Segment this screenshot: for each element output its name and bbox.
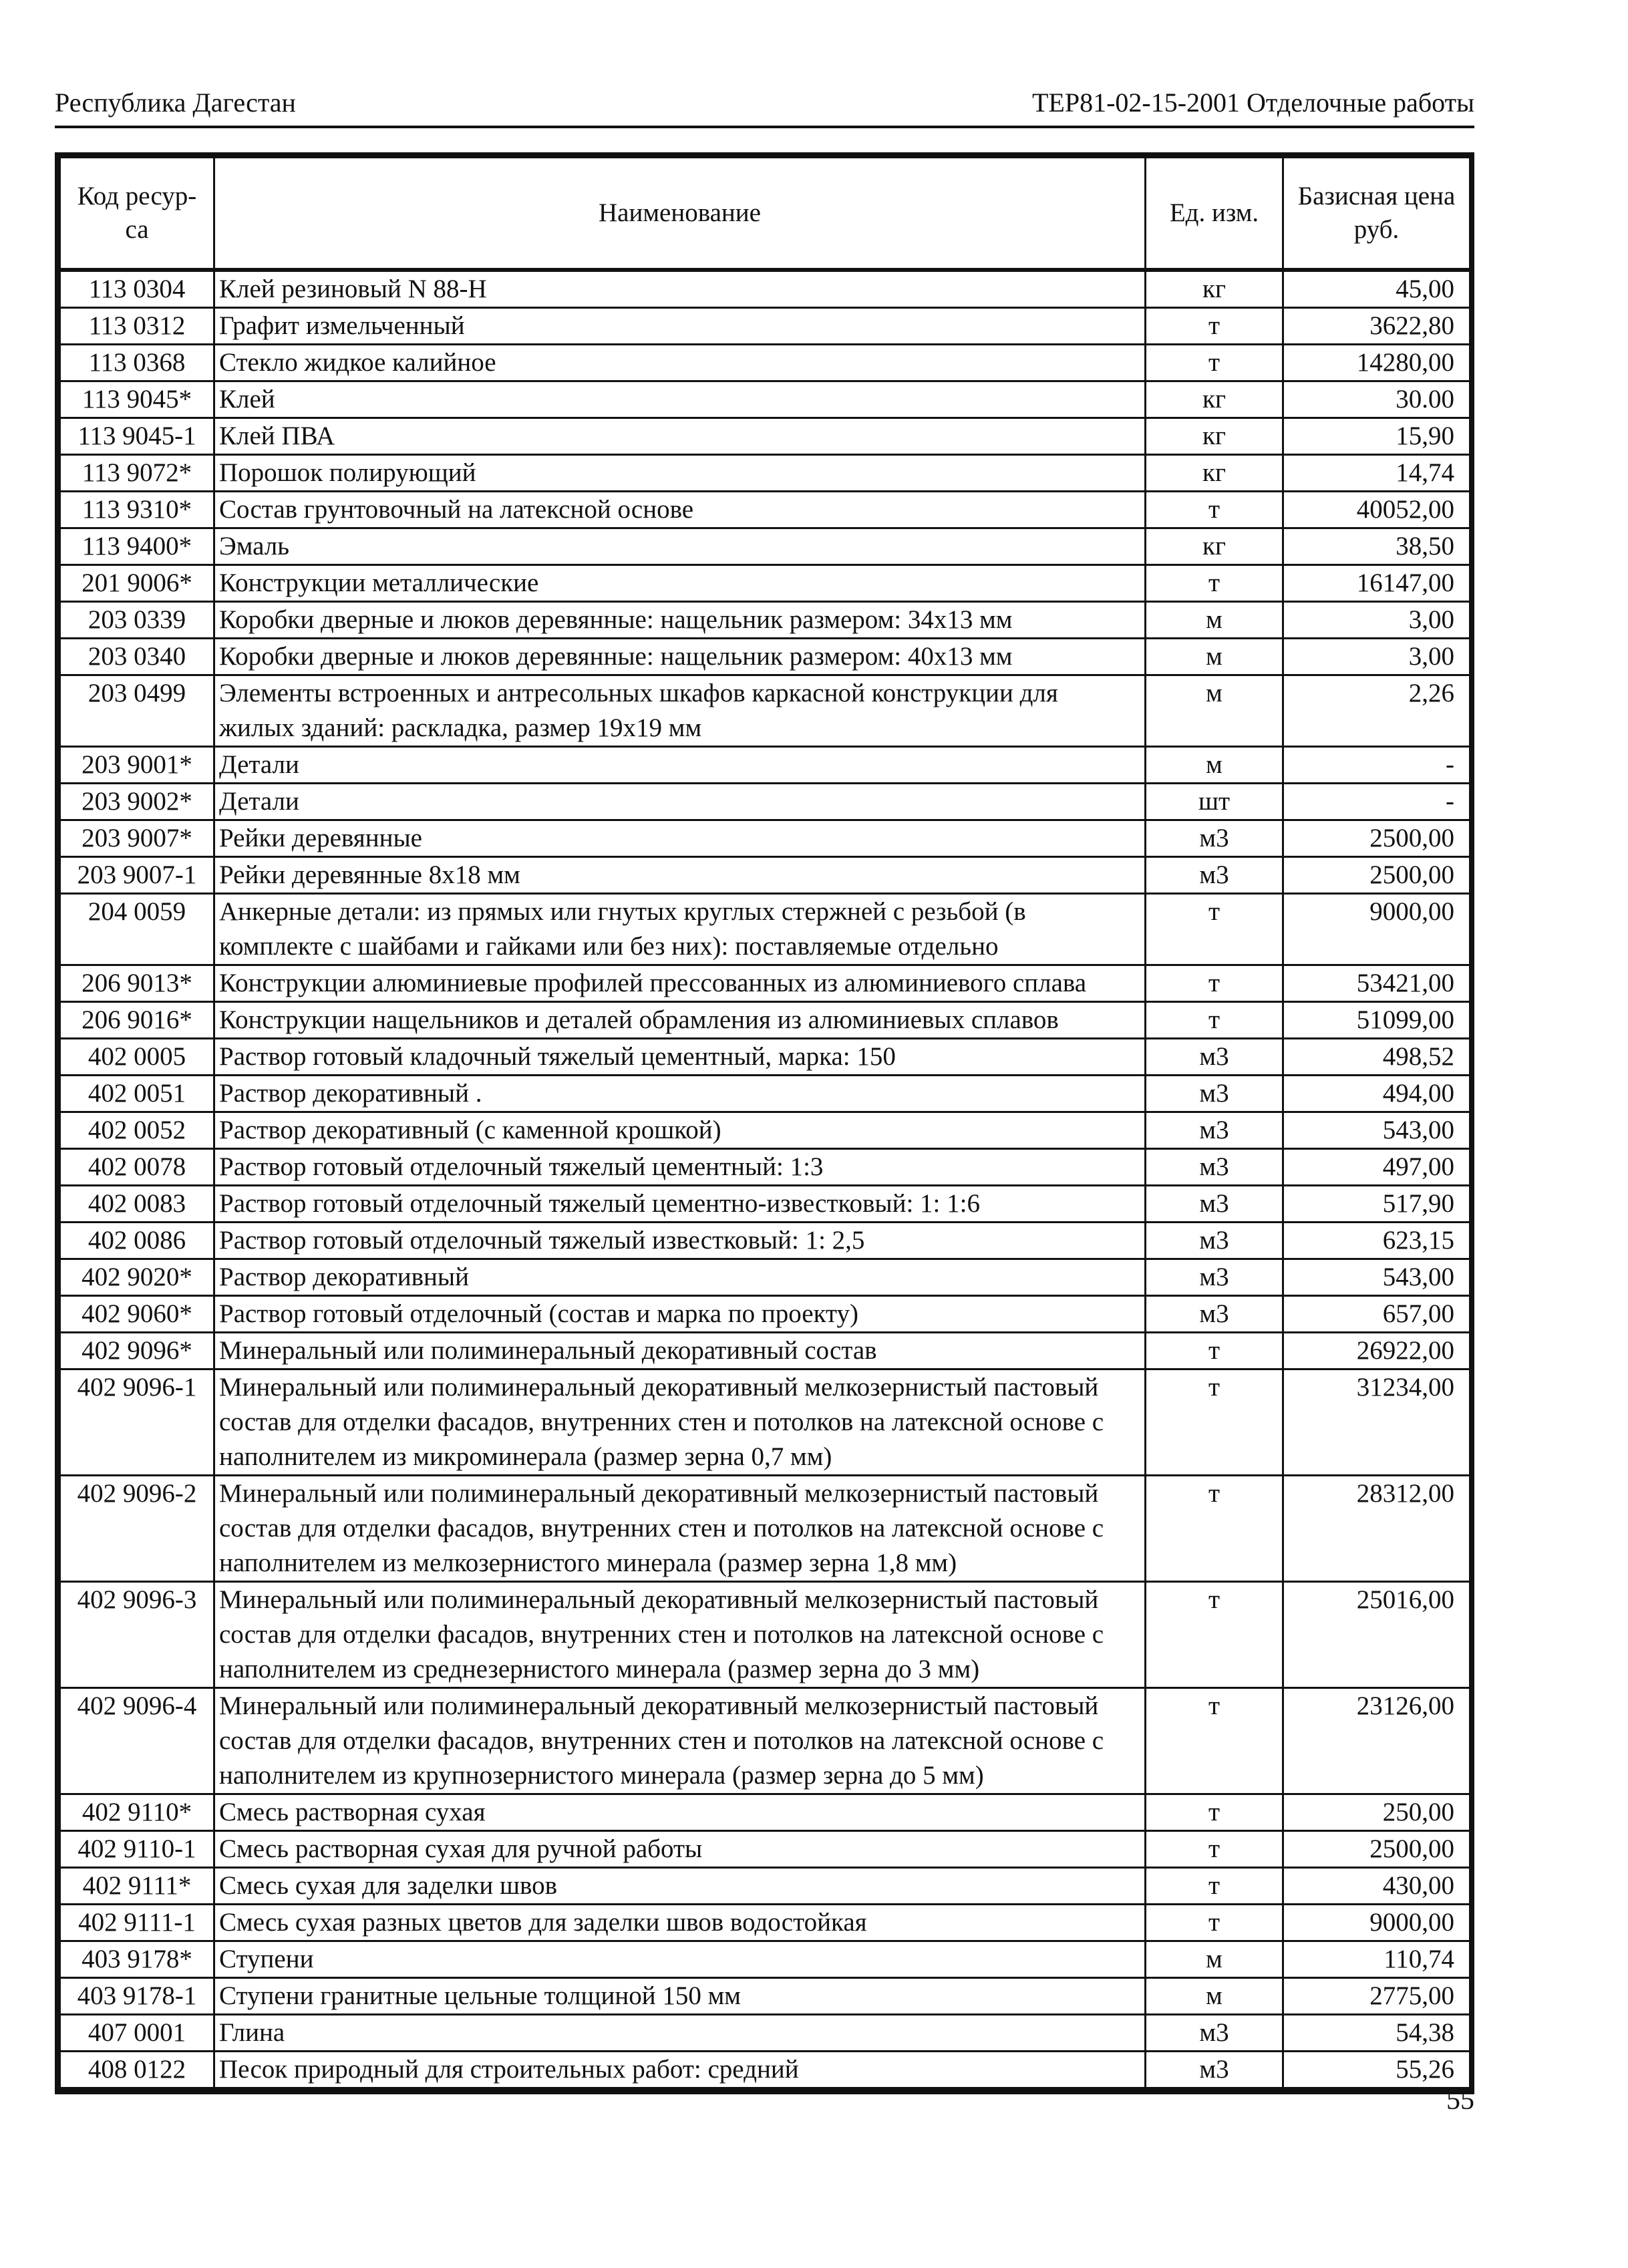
table-row: [60, 308, 1470, 345]
price-cell: 2,26: [1283, 675, 1470, 747]
resource-code-cell: 402 9110*: [60, 1794, 214, 1831]
table-row: [60, 455, 1470, 492]
resource-code-cell: 402 0051: [60, 1076, 214, 1112]
resource-code-cell: 113 9045-1: [60, 418, 214, 455]
table-row: [60, 602, 1470, 639]
resource-name-cell: Ступени гранитные цельные толщиной 150 мм: [214, 1978, 1146, 2015]
table-row: [60, 1978, 1470, 2015]
resource-price-table-frame: [55, 152, 1474, 2094]
resource-name-cell: Порошок полирующий: [214, 455, 1146, 492]
price-cell: 28312,00: [1283, 1476, 1470, 1582]
resource-name-cell: Раствор готовый кладочный тяжелый цементный, марка: 150: [214, 1039, 1146, 1076]
price-cell: 497,00: [1283, 1149, 1470, 1186]
resource-name-cell: Коробки дверные и люков деревянные: нащельник размером: 34x13 мм: [214, 602, 1146, 639]
unit-cell: т: [1146, 1688, 1283, 1794]
unit-cell: кг: [1146, 381, 1283, 418]
resource-code-cell: 402 9096-1: [60, 1369, 214, 1476]
resource-code-cell: 402 9096-2: [60, 1476, 214, 1582]
resource-code-cell: 113 9310*: [60, 492, 214, 528]
price-cell: 30.00: [1283, 381, 1470, 418]
resource-name-cell: Раствор готовый отделочный (состав и марка по проекту): [214, 1296, 1146, 1333]
table-row: [60, 270, 1470, 308]
unit-cell: т: [1146, 1582, 1283, 1688]
resource-code-cell: 402 9111*: [60, 1868, 214, 1905]
table-row: [60, 1369, 1470, 1476]
table-row: [60, 1002, 1470, 1039]
resource-code-cell: 402 9096-3: [60, 1582, 214, 1688]
resource-name-cell: Конструкции нащельников и деталей обрамления из алюминиевых сплавов: [214, 1002, 1146, 1039]
resource-code-cell: 402 9111-1: [60, 1905, 214, 1941]
table-row: [60, 345, 1470, 381]
price-cell: 657,00: [1283, 1296, 1470, 1333]
resource-name-cell: Минеральный или полиминеральный декоративный мелкозернистый пастовый состав для отделки фасадов, внутренних стен и потолков на латексной основе с наполнителем из мелкозернистого минерала (размер зерна 1,8 мм): [214, 1476, 1146, 1582]
unit-cell: м3: [1146, 1076, 1283, 1112]
price-cell: 40052,00: [1283, 492, 1470, 528]
resource-code-cell: 113 9400*: [60, 528, 214, 565]
resource-name-cell: Глина: [214, 2015, 1146, 2052]
unit-cell: т: [1146, 345, 1283, 381]
unit-cell: м3: [1146, 1149, 1283, 1186]
price-cell: 53421,00: [1283, 965, 1470, 1002]
resource-name-cell: Конструкции алюминиевые профилей прессованных из алюминиевого сплава: [214, 965, 1146, 1002]
page-header: [55, 79, 1474, 128]
resource-code-cell: 203 0499: [60, 675, 214, 747]
resource-code-cell: 203 9007*: [60, 820, 214, 857]
resource-name-cell: Детали: [214, 747, 1146, 784]
unit-cell: т: [1146, 1794, 1283, 1831]
table-row: [60, 1039, 1470, 1076]
unit-cell: м: [1146, 602, 1283, 639]
resource-name-cell: Клей ПВА: [214, 418, 1146, 455]
table-row: [60, 1688, 1470, 1794]
resource-code-cell: 113 0368: [60, 345, 214, 381]
unit-cell: м: [1146, 1941, 1283, 1978]
resource-name-cell: Ступени: [214, 1941, 1146, 1978]
resource-name-cell: Раствор готовый отделочный тяжелый цементно-известковый: 1: 1:6: [214, 1186, 1146, 1223]
table-row: [60, 1868, 1470, 1905]
resource-name-cell: Раствор декоративный: [214, 1259, 1146, 1296]
table-row: [60, 1223, 1470, 1259]
price-cell: 15,90: [1283, 418, 1470, 455]
unit-cell: т: [1146, 1476, 1283, 1582]
price-cell: 498,52: [1283, 1039, 1470, 1076]
table-row: [60, 857, 1470, 894]
resource-code-cell: 402 9020*: [60, 1259, 214, 1296]
table-row: [60, 639, 1470, 675]
table-row: [60, 528, 1470, 565]
resource-code-cell: 203 9002*: [60, 784, 214, 820]
price-cell: 250,00: [1283, 1794, 1470, 1831]
resource-code-cell: 113 0304: [60, 270, 214, 308]
column-header-price: Базисная цена руб.: [1283, 158, 1470, 271]
resource-code-cell: 203 9001*: [60, 747, 214, 784]
table-row: [60, 1905, 1470, 1941]
price-cell: -: [1283, 784, 1470, 820]
resource-code-cell: 206 9016*: [60, 1002, 214, 1039]
resource-price-table: [59, 156, 1471, 2089]
table-row: [60, 418, 1470, 455]
table-row: [60, 675, 1470, 747]
resource-code-cell: 402 0083: [60, 1186, 214, 1223]
unit-cell: м3: [1146, 1186, 1283, 1223]
unit-cell: м: [1146, 675, 1283, 747]
resource-code-cell: 402 0052: [60, 1112, 214, 1149]
resource-code-cell: 113 9072*: [60, 455, 214, 492]
price-cell: 430,00: [1283, 1868, 1470, 1905]
resource-name-cell: Песок природный для строительных работ: средний: [214, 2052, 1146, 2088]
resource-name-cell: Анкерные детали: из прямых или гнутых круглых стержней с резьбой (в комплекте с шайбами и гайками или без них): поставляемые отдельно: [214, 894, 1146, 965]
header-document-title: ТЕР81-02-15-2001 Отделочные работы: [1031, 88, 1474, 118]
unit-cell: м3: [1146, 857, 1283, 894]
price-cell: 543,00: [1283, 1112, 1470, 1149]
unit-cell: м3: [1146, 1112, 1283, 1149]
price-cell: 55,26: [1283, 2052, 1470, 2088]
price-cell: 14,74: [1283, 455, 1470, 492]
table-row: [60, 894, 1470, 965]
unit-cell: т: [1146, 1831, 1283, 1868]
resource-name-cell: Смесь сухая для заделки швов: [214, 1868, 1146, 1905]
unit-cell: м3: [1146, 2052, 1283, 2088]
table-row: [60, 1794, 1470, 1831]
resource-name-cell: Минеральный или полиминеральный декоративный состав: [214, 1333, 1146, 1369]
unit-cell: кг: [1146, 418, 1283, 455]
price-cell: 9000,00: [1283, 1905, 1470, 1941]
table-row: [60, 1831, 1470, 1868]
table-row: [60, 1112, 1470, 1149]
price-cell: 2500,00: [1283, 857, 1470, 894]
resource-name-cell: Раствор декоративный .: [214, 1076, 1146, 1112]
resource-name-cell: Рейки деревянные: [214, 820, 1146, 857]
table-row: [60, 1582, 1470, 1688]
price-cell: 25016,00: [1283, 1582, 1470, 1688]
page-number: 55: [1446, 2085, 1474, 2116]
price-cell: 16147,00: [1283, 565, 1470, 602]
resource-name-cell: Минеральный или полиминеральный декоративный мелкозернистый пастовый состав для отделки фасадов, внутренних стен и потолков на латексной основе с наполнителем из крупнозернистого минерала (размер зерна до 5 мм): [214, 1688, 1146, 1794]
table-row: [60, 492, 1470, 528]
table-row: [60, 2015, 1470, 2052]
unit-cell: м3: [1146, 1223, 1283, 1259]
resource-name-cell: Клей резиновый N 88-Н: [214, 270, 1146, 308]
table-row: [60, 381, 1470, 418]
unit-cell: т: [1146, 492, 1283, 528]
resource-name-cell: Раствор готовый отделочный тяжелый известковый: 1: 2,5: [214, 1223, 1146, 1259]
unit-cell: кг: [1146, 528, 1283, 565]
unit-cell: т: [1146, 308, 1283, 345]
resource-name-cell: Раствор готовый отделочный тяжелый цементный: 1:3: [214, 1149, 1146, 1186]
price-cell: 110,74: [1283, 1941, 1470, 1978]
price-cell: 51099,00: [1283, 1002, 1470, 1039]
resource-name-cell: Смесь растворная сухая для ручной работы: [214, 1831, 1146, 1868]
unit-cell: кг: [1146, 455, 1283, 492]
price-cell: 14280,00: [1283, 345, 1470, 381]
resource-name-cell: Минеральный или полиминеральный декоративный мелкозернистый пастовый состав для отделки фасадов, внутренних стен и потолков на латексной основе с наполнителем из микроминерала (размер зерна 0,7 мм): [214, 1369, 1146, 1476]
resource-code-cell: 403 9178*: [60, 1941, 214, 1978]
resource-code-cell: 402 9096*: [60, 1333, 214, 1369]
price-cell: -: [1283, 747, 1470, 784]
price-cell: 2500,00: [1283, 820, 1470, 857]
resource-name-cell: Минеральный или полиминеральный декоративный мелкозернистый пастовый состав для отделки фасадов, внутренних стен и потолков на латексной основе с наполнителем из среднезернистого минерала (размер зерна до 3 мм): [214, 1582, 1146, 1688]
price-cell: 9000,00: [1283, 894, 1470, 965]
table-row: [60, 1149, 1470, 1186]
unit-cell: т: [1146, 1002, 1283, 1039]
resource-code-cell: 203 9007-1: [60, 857, 214, 894]
resource-code-cell: 203 0339: [60, 602, 214, 639]
resource-code-cell: 408 0122: [60, 2052, 214, 2088]
table-row: [60, 1259, 1470, 1296]
price-cell: 2500,00: [1283, 1831, 1470, 1868]
resource-name-cell: Элементы встроенных и антресольных шкафов каркасной конструкции для жилых зданий: раскладка, размер 19x19 мм: [214, 675, 1146, 747]
table-row: [60, 1296, 1470, 1333]
table-row: [60, 2052, 1470, 2088]
resource-code-cell: 402 0086: [60, 1223, 214, 1259]
unit-cell: т: [1146, 1868, 1283, 1905]
price-cell: 3622,80: [1283, 308, 1470, 345]
resource-code-cell: 113 9045*: [60, 381, 214, 418]
unit-cell: м3: [1146, 1259, 1283, 1296]
unit-cell: т: [1146, 1369, 1283, 1476]
resource-name-cell: Детали: [214, 784, 1146, 820]
table-header-row: [60, 158, 1470, 271]
table-row: [60, 1941, 1470, 1978]
resource-name-cell: Клей: [214, 381, 1146, 418]
table-row: [60, 1333, 1470, 1369]
resource-name-cell: Смесь растворная сухая: [214, 1794, 1146, 1831]
price-cell: 38,50: [1283, 528, 1470, 565]
resource-code-cell: 402 9096-4: [60, 1688, 214, 1794]
resource-code-cell: 201 9006*: [60, 565, 214, 602]
resource-code-cell: 203 0340: [60, 639, 214, 675]
resource-name-cell: Стекло жидкое калийное: [214, 345, 1146, 381]
table-row: [60, 1186, 1470, 1223]
column-header-unit: Ед. изм.: [1146, 158, 1283, 271]
unit-cell: м3: [1146, 1039, 1283, 1076]
resource-code-cell: 403 9178-1: [60, 1978, 214, 2015]
column-header-code: Код ресур-са: [60, 158, 214, 271]
table-row: [60, 784, 1470, 820]
unit-cell: т: [1146, 1905, 1283, 1941]
resource-name-cell: Коробки дверные и люков деревянные: нащельник размером: 40x13 мм: [214, 639, 1146, 675]
table-row: [60, 820, 1470, 857]
resource-code-cell: 206 9013*: [60, 965, 214, 1002]
unit-cell: м: [1146, 1978, 1283, 2015]
resource-code-cell: 407 0001: [60, 2015, 214, 2052]
unit-cell: кг: [1146, 270, 1283, 308]
table-body: [60, 270, 1470, 2088]
price-cell: 23126,00: [1283, 1688, 1470, 1794]
resource-name-cell: Конструкции металлические: [214, 565, 1146, 602]
unit-cell: т: [1146, 1333, 1283, 1369]
resource-code-cell: 113 0312: [60, 308, 214, 345]
header-region: Республика Дагестан: [55, 88, 296, 118]
resource-name-cell: Графит измельченный: [214, 308, 1146, 345]
resource-code-cell: 402 9110-1: [60, 1831, 214, 1868]
price-cell: 45,00: [1283, 270, 1470, 308]
unit-cell: м3: [1146, 1296, 1283, 1333]
price-cell: 494,00: [1283, 1076, 1470, 1112]
unit-cell: м: [1146, 639, 1283, 675]
resource-code-cell: 402 0005: [60, 1039, 214, 1076]
resource-name-cell: Рейки деревянные 8x18 мм: [214, 857, 1146, 894]
unit-cell: м3: [1146, 820, 1283, 857]
unit-cell: т: [1146, 965, 1283, 1002]
unit-cell: т: [1146, 894, 1283, 965]
price-cell: 26922,00: [1283, 1333, 1470, 1369]
resource-code-cell: 204 0059: [60, 894, 214, 965]
unit-cell: м: [1146, 747, 1283, 784]
resource-code-cell: 402 0078: [60, 1149, 214, 1186]
resource-name-cell: Смесь сухая разных цветов для заделки швов водостойкая: [214, 1905, 1146, 1941]
price-cell: 31234,00: [1283, 1369, 1470, 1476]
resource-name-cell: Раствор декоративный (с каменной крошкой): [214, 1112, 1146, 1149]
price-cell: 543,00: [1283, 1259, 1470, 1296]
resource-name-cell: Состав грунтовочный на латексной основе: [214, 492, 1146, 528]
table-row: [60, 965, 1470, 1002]
price-cell: 3,00: [1283, 602, 1470, 639]
price-cell: 517,90: [1283, 1186, 1470, 1223]
column-header-name: Наименование: [214, 158, 1146, 271]
resource-code-cell: 402 9060*: [60, 1296, 214, 1333]
unit-cell: м3: [1146, 2015, 1283, 2052]
unit-cell: шт: [1146, 784, 1283, 820]
table-row: [60, 565, 1470, 602]
price-cell: 3,00: [1283, 639, 1470, 675]
table-row: [60, 1076, 1470, 1112]
price-cell: 2775,00: [1283, 1978, 1470, 2015]
price-cell: 54,38: [1283, 2015, 1470, 2052]
table-row: [60, 1476, 1470, 1582]
resource-name-cell: Эмаль: [214, 528, 1146, 565]
price-cell: 623,15: [1283, 1223, 1470, 1259]
table-row: [60, 747, 1470, 784]
unit-cell: т: [1146, 565, 1283, 602]
